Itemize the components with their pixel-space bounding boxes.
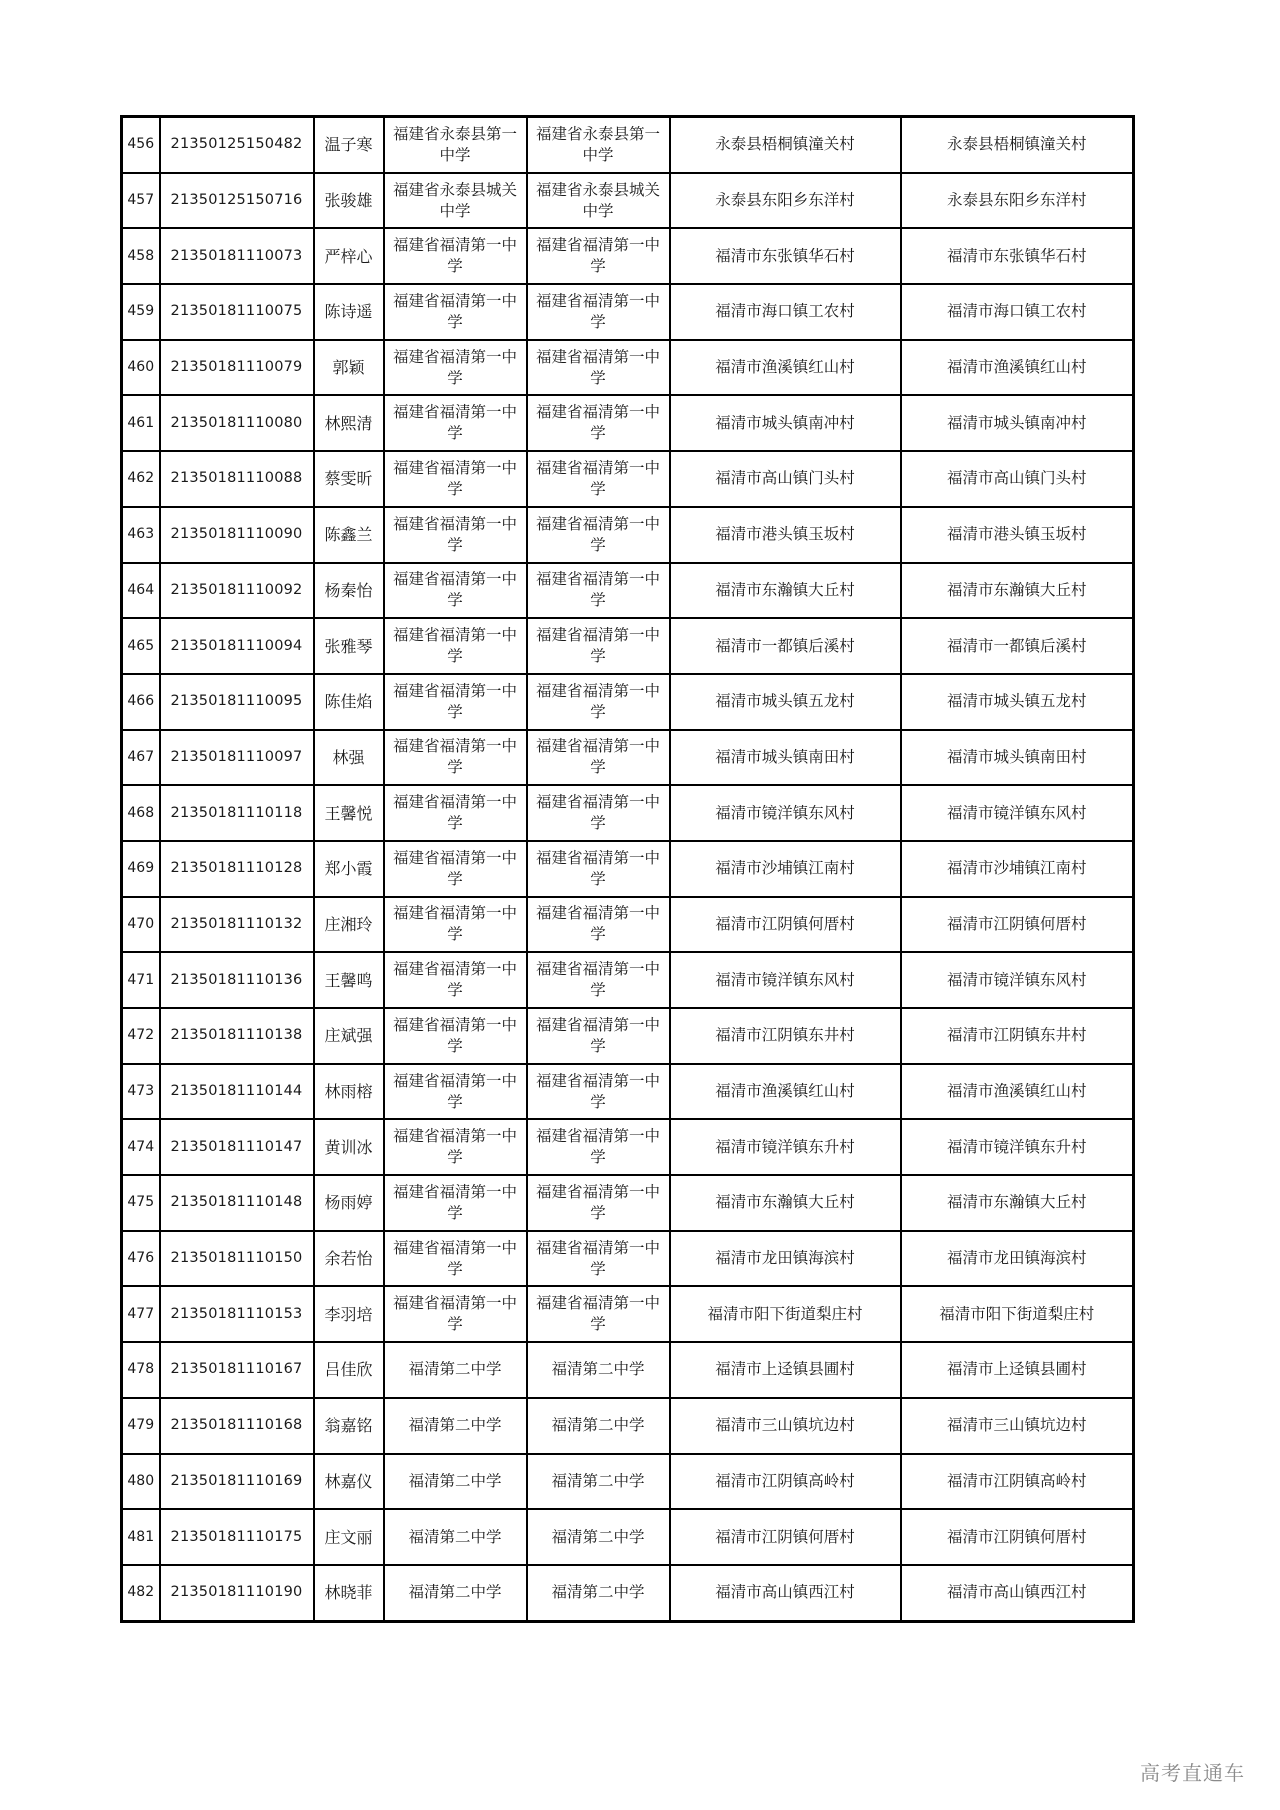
address-cell-a: 福清市港头镇玉坂村: [670, 507, 901, 563]
address-cell-b: 永泰县东阳乡东洋村: [901, 173, 1134, 229]
school-cell-a: 福建省福清第一中学: [384, 1231, 527, 1287]
table-row: [122, 340, 1134, 396]
address-cell-a: 福清市高山镇门头村: [670, 451, 901, 507]
table-row: [122, 1119, 1134, 1175]
address-cell-a: 永泰县东阳乡东洋村: [670, 173, 901, 229]
student-name-cell: 林雨榕: [314, 1064, 384, 1120]
student-name-cell: 郑小霞: [314, 841, 384, 897]
student-name-cell: 杨雨婷: [314, 1175, 384, 1231]
table-row: [122, 952, 1134, 1008]
address-cell-a: 福清市城头镇南田村: [670, 730, 901, 786]
row-number-cell: 474: [122, 1119, 160, 1175]
student-name-cell: 庄斌强: [314, 1008, 384, 1064]
school-cell-a: 福建省永泰县城关中学: [384, 173, 527, 229]
school-cell-a: 福清第二中学: [384, 1398, 527, 1454]
student-name-cell: 李羽培: [314, 1286, 384, 1342]
school-cell-a: 福建省福清第一中学: [384, 563, 527, 619]
address-cell-a: 福清市江阴镇何厝村: [670, 897, 901, 953]
school-cell-b: 福建省福清第一中学: [527, 1286, 670, 1342]
address-cell-b: 福清市龙田镇海滨村: [901, 1231, 1134, 1287]
student-name-cell: 林强: [314, 730, 384, 786]
row-number-cell: 465: [122, 618, 160, 674]
school-cell-b: 福建省福清第一中学: [527, 785, 670, 841]
address-cell-b: 福清市港头镇玉坂村: [901, 507, 1134, 563]
candidate-id-cell: 21350181110079: [160, 340, 314, 396]
school-cell-b: 福清第二中学: [527, 1454, 670, 1510]
address-cell-b: 福清市东瀚镇大丘村: [901, 563, 1134, 619]
school-cell-a: 福建省福清第一中学: [384, 730, 527, 786]
school-cell-a: 福建省福清第一中学: [384, 1175, 527, 1231]
student-name-cell: 王馨鸣: [314, 952, 384, 1008]
address-cell-a: 福清市海口镇工农村: [670, 284, 901, 340]
address-cell-a: 福清市渔溪镇红山村: [670, 1064, 901, 1120]
address-cell-a: 福清市上迳镇县圃村: [670, 1342, 901, 1398]
address-cell-b: 福清市高山镇门头村: [901, 451, 1134, 507]
school-cell-b: 福建省福清第一中学: [527, 228, 670, 284]
school-cell-a: 福清第二中学: [384, 1342, 527, 1398]
school-cell-b: 福建省福清第一中学: [527, 563, 670, 619]
table-row: [122, 1286, 1134, 1342]
student-name-cell: 林晓菲: [314, 1565, 384, 1621]
school-cell-a: 福建省福清第一中学: [384, 1064, 527, 1120]
row-number-cell: 477: [122, 1286, 160, 1342]
address-cell-b: 福清市渔溪镇红山村: [901, 1064, 1134, 1120]
address-cell-a: 福清市镜洋镇东风村: [670, 785, 901, 841]
table-row: [122, 563, 1134, 619]
student-name-cell: 张雅琴: [314, 618, 384, 674]
school-cell-a: 福建省福清第一中学: [384, 1119, 527, 1175]
school-cell-b: 福建省福清第一中学: [527, 1231, 670, 1287]
school-cell-a: 福建省福清第一中学: [384, 674, 527, 730]
row-number-cell: 463: [122, 507, 160, 563]
student-name-cell: 林嘉仪: [314, 1454, 384, 1510]
address-cell-b: 福清市江阴镇高岭村: [901, 1454, 1134, 1510]
row-number-cell: 460: [122, 340, 160, 396]
table-row: [122, 507, 1134, 563]
table-row: [122, 1175, 1134, 1231]
address-cell-a: 福清市龙田镇海滨村: [670, 1231, 901, 1287]
candidate-id-cell: 21350181110153: [160, 1286, 314, 1342]
school-cell-b: 福建省福清第一中学: [527, 618, 670, 674]
student-name-cell: 陈鑫兰: [314, 507, 384, 563]
table-row: [122, 1342, 1134, 1398]
table-row: [122, 785, 1134, 841]
candidate-id-cell: 21350181110090: [160, 507, 314, 563]
school-cell-b: 福建省福清第一中学: [527, 395, 670, 451]
school-cell-b: 福建省福清第一中学: [527, 507, 670, 563]
school-cell-a: 福建省福清第一中学: [384, 228, 527, 284]
candidate-id-cell: 21350181110167: [160, 1342, 314, 1398]
student-name-cell: 陈诗遥: [314, 284, 384, 340]
candidate-id-cell: 21350125150482: [160, 117, 314, 173]
address-cell-b: 福清市东瀚镇大丘村: [901, 1175, 1134, 1231]
address-cell-b: 福清市江阴镇何厝村: [901, 897, 1134, 953]
address-cell-b: 福清市江阴镇何厝村: [901, 1509, 1134, 1565]
row-number-cell: 476: [122, 1231, 160, 1287]
address-cell-b: 福清市一都镇后溪村: [901, 618, 1134, 674]
address-cell-b: 福清市高山镇西江村: [901, 1565, 1134, 1621]
candidate-id-cell: 21350181110148: [160, 1175, 314, 1231]
student-name-cell: 余若怡: [314, 1231, 384, 1287]
address-cell-b: 福清市城头镇南冲村: [901, 395, 1134, 451]
watermark: 高考直通车: [1140, 1761, 1245, 1785]
school-cell-b: 福建省福清第一中学: [527, 952, 670, 1008]
student-name-cell: 翁嘉铭: [314, 1398, 384, 1454]
address-cell-b: 福清市渔溪镇红山村: [901, 340, 1134, 396]
address-cell-a: 福清市阳下街道梨庄村: [670, 1286, 901, 1342]
candidate-id-cell: 21350181110150: [160, 1231, 314, 1287]
address-cell-b: 福清市沙埔镇江南村: [901, 841, 1134, 897]
address-cell-b: 福清市城头镇五龙村: [901, 674, 1134, 730]
address-cell-a: 福清市东瀚镇大丘村: [670, 1175, 901, 1231]
row-number-cell: 457: [122, 173, 160, 229]
table-row: [122, 897, 1134, 953]
row-number-cell: 469: [122, 841, 160, 897]
school-cell-b: 福清第二中学: [527, 1509, 670, 1565]
school-cell-a: 福建省福清第一中学: [384, 340, 527, 396]
address-cell-b: 福清市上迳镇县圃村: [901, 1342, 1134, 1398]
row-number-cell: 459: [122, 284, 160, 340]
roster-table-body: [122, 117, 1134, 1622]
candidate-id-cell: 21350181110080: [160, 395, 314, 451]
table-row: [122, 173, 1134, 229]
candidate-id-cell: 21350181110095: [160, 674, 314, 730]
student-name-cell: 王馨悦: [314, 785, 384, 841]
row-number-cell: 468: [122, 785, 160, 841]
school-cell-b: 福建省福清第一中学: [527, 841, 670, 897]
student-name-cell: 林熙清: [314, 395, 384, 451]
address-cell-a: 福清市高山镇西江村: [670, 1565, 901, 1621]
student-name-cell: 庄湘玲: [314, 897, 384, 953]
student-name-cell: 陈佳焰: [314, 674, 384, 730]
address-cell-b: 福清市东张镇华石村: [901, 228, 1134, 284]
table-row: [122, 841, 1134, 897]
candidate-id-cell: 21350181110128: [160, 841, 314, 897]
table-row: [122, 395, 1134, 451]
row-number-cell: 467: [122, 730, 160, 786]
address-cell-a: 福清市江阴镇何厝村: [670, 1509, 901, 1565]
address-cell-a: 福清市镜洋镇东风村: [670, 952, 901, 1008]
address-cell-b: 永泰县梧桐镇潼关村: [901, 117, 1134, 173]
school-cell-a: 福建省福清第一中学: [384, 1286, 527, 1342]
table-row: [122, 730, 1134, 786]
row-number-cell: 471: [122, 952, 160, 1008]
candidate-id-cell: 21350181110175: [160, 1509, 314, 1565]
address-cell-b: 福清市海口镇工农村: [901, 284, 1134, 340]
school-cell-b: 福建省永泰县城关中学: [527, 173, 670, 229]
row-number-cell: 480: [122, 1454, 160, 1510]
candidate-id-cell: 21350181110088: [160, 451, 314, 507]
school-cell-b: 福建省福清第一中学: [527, 1119, 670, 1175]
row-number-cell: 472: [122, 1008, 160, 1064]
table-row: [122, 1565, 1134, 1621]
table-row: [122, 451, 1134, 507]
address-cell-a: 福清市东张镇华石村: [670, 228, 901, 284]
address-cell-a: 福清市东瀚镇大丘村: [670, 563, 901, 619]
row-number-cell: 461: [122, 395, 160, 451]
student-name-cell: 吕佳欣: [314, 1342, 384, 1398]
student-name-cell: 郭颖: [314, 340, 384, 396]
address-cell-a: 福清市三山镇坑边村: [670, 1398, 901, 1454]
school-cell-a: 福建省福清第一中学: [384, 841, 527, 897]
school-cell-a: 福建省福清第一中学: [384, 897, 527, 953]
address-cell-b: 福清市城头镇南田村: [901, 730, 1134, 786]
candidate-id-cell: 21350181110190: [160, 1565, 314, 1621]
school-cell-a: 福建省福清第一中学: [384, 284, 527, 340]
school-cell-a: 福清第二中学: [384, 1509, 527, 1565]
row-number-cell: 481: [122, 1509, 160, 1565]
address-cell-a: 福清市渔溪镇红山村: [670, 340, 901, 396]
address-cell-a: 福清市江阴镇东井村: [670, 1008, 901, 1064]
student-name-cell: 张骏雄: [314, 173, 384, 229]
address-cell-a: 福清市一都镇后溪村: [670, 618, 901, 674]
row-number-cell: 479: [122, 1398, 160, 1454]
student-name-cell: 庄文丽: [314, 1509, 384, 1565]
address-cell-b: 福清市江阴镇东井村: [901, 1008, 1134, 1064]
row-number-cell: 482: [122, 1565, 160, 1621]
school-cell-a: 福清第二中学: [384, 1565, 527, 1621]
school-cell-a: 福建省福清第一中学: [384, 395, 527, 451]
candidate-id-cell: 21350181110147: [160, 1119, 314, 1175]
candidate-id-cell: 21350181110136: [160, 952, 314, 1008]
school-cell-b: 福建省福清第一中学: [527, 730, 670, 786]
school-cell-a: 福建省福清第一中学: [384, 952, 527, 1008]
address-cell-b: 福清市三山镇坑边村: [901, 1398, 1134, 1454]
table-row: [122, 228, 1134, 284]
row-number-cell: 478: [122, 1342, 160, 1398]
row-number-cell: 473: [122, 1064, 160, 1120]
candidate-id-cell: 21350181110073: [160, 228, 314, 284]
table-row: [122, 1398, 1134, 1454]
candidate-id-cell: 21350181110092: [160, 563, 314, 619]
student-name-cell: 温子寒: [314, 117, 384, 173]
school-cell-b: 福建省福清第一中学: [527, 1064, 670, 1120]
row-number-cell: 466: [122, 674, 160, 730]
address-cell-b: 福清市镜洋镇东升村: [901, 1119, 1134, 1175]
candidate-id-cell: 21350181110144: [160, 1064, 314, 1120]
row-number-cell: 456: [122, 117, 160, 173]
school-cell-a: 福建省福清第一中学: [384, 451, 527, 507]
school-cell-b: 福建省永泰县第一中学: [527, 117, 670, 173]
candidate-id-cell: 21350181110118: [160, 785, 314, 841]
school-cell-b: 福清第二中学: [527, 1398, 670, 1454]
school-cell-b: 福建省福清第一中学: [527, 451, 670, 507]
address-cell-a: 福清市沙埔镇江南村: [670, 841, 901, 897]
candidate-id-cell: 21350181110169: [160, 1454, 314, 1510]
row-number-cell: 464: [122, 563, 160, 619]
school-cell-b: 福建省福清第一中学: [527, 897, 670, 953]
candidate-id-cell: 21350181110097: [160, 730, 314, 786]
address-cell-b: 福清市镜洋镇东风村: [901, 785, 1134, 841]
school-cell-a: 福建省永泰县第一中学: [384, 117, 527, 173]
school-cell-b: 福清第二中学: [527, 1565, 670, 1621]
table-row: [122, 1064, 1134, 1120]
address-cell-a: 福清市城头镇南冲村: [670, 395, 901, 451]
student-name-cell: 严梓心: [314, 228, 384, 284]
table-row: [122, 674, 1134, 730]
row-number-cell: 475: [122, 1175, 160, 1231]
candidate-id-cell: 21350181110168: [160, 1398, 314, 1454]
row-number-cell: 462: [122, 451, 160, 507]
school-cell-a: 福建省福清第一中学: [384, 785, 527, 841]
address-cell-b: 福清市阳下街道梨庄村: [901, 1286, 1134, 1342]
candidate-id-cell: 21350181110138: [160, 1008, 314, 1064]
candidate-id-cell: 21350181110075: [160, 284, 314, 340]
address-cell-b: 福清市镜洋镇东风村: [901, 952, 1134, 1008]
candidate-id-cell: 21350181110132: [160, 897, 314, 953]
address-cell-a: 永泰县梧桐镇潼关村: [670, 117, 901, 173]
candidate-id-cell: 21350181110094: [160, 618, 314, 674]
school-cell-b: 福建省福清第一中学: [527, 1008, 670, 1064]
address-cell-a: 福清市镜洋镇东升村: [670, 1119, 901, 1175]
student-name-cell: 黄训冰: [314, 1119, 384, 1175]
candidate-id-cell: 21350125150716: [160, 173, 314, 229]
school-cell-b: 福建省福清第一中学: [527, 340, 670, 396]
table-row: [122, 1509, 1134, 1565]
student-name-cell: 杨秦怡: [314, 563, 384, 619]
table-row: [122, 117, 1134, 173]
school-cell-b: 福清第二中学: [527, 1342, 670, 1398]
school-cell-b: 福建省福清第一中学: [527, 284, 670, 340]
table-row: [122, 1231, 1134, 1287]
school-cell-a: 福建省福清第一中学: [384, 507, 527, 563]
school-cell-a: 福清第二中学: [384, 1454, 527, 1510]
table-row: [122, 618, 1134, 674]
row-number-cell: 470: [122, 897, 160, 953]
address-cell-a: 福清市江阴镇高岭村: [670, 1454, 901, 1510]
roster-table: [120, 115, 1135, 1623]
address-cell-a: 福清市城头镇五龙村: [670, 674, 901, 730]
school-cell-a: 福建省福清第一中学: [384, 618, 527, 674]
table-row: [122, 1008, 1134, 1064]
table-row: [122, 1454, 1134, 1510]
school-cell-b: 福建省福清第一中学: [527, 674, 670, 730]
table-row: [122, 284, 1134, 340]
school-cell-a: 福建省福清第一中学: [384, 1008, 527, 1064]
student-name-cell: 蔡雯昕: [314, 451, 384, 507]
row-number-cell: 458: [122, 228, 160, 284]
school-cell-b: 福建省福清第一中学: [527, 1175, 670, 1231]
